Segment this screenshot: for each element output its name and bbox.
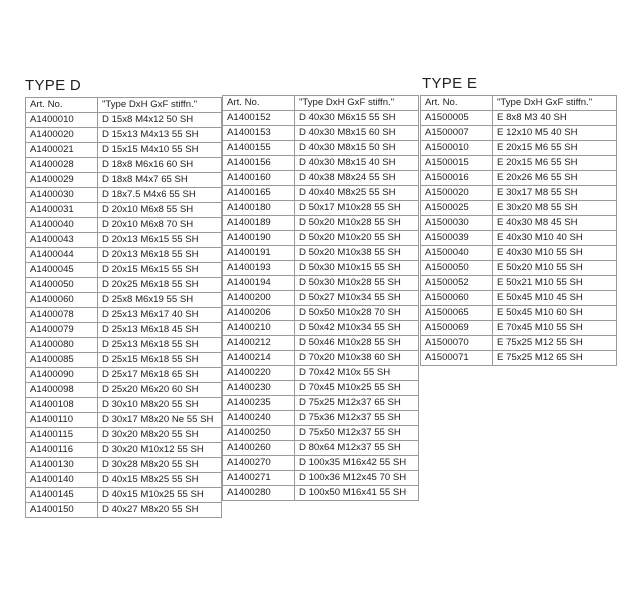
table-row <box>26 353 222 368</box>
type-spec-cell: D 25x17 M6x18 65 SH <box>98 368 222 383</box>
article-number-cell: A1400140 <box>26 473 98 488</box>
article-number-cell: A1400116 <box>26 443 98 458</box>
type-spec-cell: D 50x20 M10x20 55 SH <box>295 231 419 246</box>
table-row <box>26 113 222 128</box>
table-row <box>26 308 222 323</box>
article-number-cell: A1400090 <box>26 368 98 383</box>
type-spec-cell: D 20x15 M6x15 55 SH <box>98 263 222 278</box>
table-row <box>223 141 419 156</box>
column-header-type: "Type DxH GxF stiffn." <box>98 98 222 113</box>
article-number-cell: A1400152 <box>223 111 295 126</box>
article-number-cell: A1400280 <box>223 486 295 501</box>
article-number-cell: A1400060 <box>26 293 98 308</box>
article-number-cell: A1500025 <box>421 201 493 216</box>
article-number-cell: A1400108 <box>26 398 98 413</box>
table-row <box>223 351 419 366</box>
table-row <box>421 141 617 156</box>
article-number-cell: A1500005 <box>421 111 493 126</box>
type-spec-cell: D 30x20 M10x12 55 SH <box>98 443 222 458</box>
type-spec-cell: D 18x8 M6x16 60 SH <box>98 158 222 173</box>
type-spec-cell: D 20x10 M6x8 55 SH <box>98 203 222 218</box>
type-spec-cell: E 20x26 M6 55 SH <box>493 171 617 186</box>
article-number-cell: A1400193 <box>223 261 295 276</box>
table-row <box>26 488 222 503</box>
table-row <box>26 263 222 278</box>
type-spec-cell: D 50x42 M10x34 55 SH <box>295 321 419 336</box>
article-number-cell: A1400078 <box>26 308 98 323</box>
article-number-cell: A1400250 <box>223 426 295 441</box>
table-row <box>223 336 419 351</box>
table-row <box>223 201 419 216</box>
type-spec-cell: D 70x45 M10x25 55 SH <box>295 381 419 396</box>
table-row <box>223 366 419 381</box>
type-d-table-1 <box>25 97 222 518</box>
table-row <box>26 443 222 458</box>
table-row <box>421 276 617 291</box>
article-number-cell: A1500030 <box>421 216 493 231</box>
type-spec-cell: E 12x10 M5 40 SH <box>493 126 617 141</box>
type-spec-cell: D 100x35 M16x42 55 SH <box>295 456 419 471</box>
type-spec-cell: D 25x20 M6x20 60 SH <box>98 383 222 398</box>
table-row <box>26 203 222 218</box>
type-spec-cell: D 40x38 M8x24 55 SH <box>295 171 419 186</box>
table-row <box>26 428 222 443</box>
type-spec-cell: D 40x30 M6x15 55 SH <box>295 111 419 126</box>
type-spec-cell: E 40x30 M10 55 SH <box>493 246 617 261</box>
type-spec-cell: D 18x8 M4x7 65 SH <box>98 173 222 188</box>
table-row <box>223 126 419 141</box>
type-spec-cell: E 75x25 M12 55 SH <box>493 336 617 351</box>
table-row <box>223 171 419 186</box>
table-row <box>26 278 222 293</box>
article-number-cell: A1400028 <box>26 158 98 173</box>
type-spec-cell: D 50x50 M10x28 70 SH <box>295 306 419 321</box>
article-number-cell: A1400230 <box>223 381 295 396</box>
article-number-cell: A1400206 <box>223 306 295 321</box>
article-number-cell: A1400153 <box>223 126 295 141</box>
type-spec-cell: E 50x45 M10 60 SH <box>493 306 617 321</box>
type-spec-cell: D 100x36 M12x45 70 SH <box>295 471 419 486</box>
type-spec-cell: D 75x50 M12x37 55 SH <box>295 426 419 441</box>
type-spec-cell: D 40x30 M8x15 40 SH <box>295 156 419 171</box>
type-spec-cell: D 20x13 M6x18 55 SH <box>98 248 222 263</box>
table-row <box>223 471 419 486</box>
type-spec-cell: D 70x20 M10x38 60 SH <box>295 351 419 366</box>
type-spec-cell: D 50x30 M10x15 55 SH <box>295 261 419 276</box>
article-number-cell: A1500071 <box>421 351 493 366</box>
article-number-cell: A1400214 <box>223 351 295 366</box>
type-spec-cell: D 18x7.5 M4x6 55 SH <box>98 188 222 203</box>
table-row <box>26 218 222 233</box>
type-e-heading: TYPE E <box>422 75 478 92</box>
article-number-cell: A1400045 <box>26 263 98 278</box>
article-number-cell: A1400240 <box>223 411 295 426</box>
type-spec-cell: D 30x20 M8x20 55 SH <box>98 428 222 443</box>
article-number-cell: A1400210 <box>223 321 295 336</box>
table-row <box>421 336 617 351</box>
table-row <box>26 413 222 428</box>
type-d-heading: TYPE D <box>25 77 81 94</box>
article-number-cell: A1400189 <box>223 216 295 231</box>
table-row <box>26 248 222 263</box>
article-number-cell: A1400200 <box>223 291 295 306</box>
type-spec-cell: D 15x13 M4x13 55 SH <box>98 128 222 143</box>
type-spec-cell: D 40x30 M8x15 60 SH <box>295 126 419 141</box>
table-row <box>223 186 419 201</box>
type-spec-cell: E 20x15 M6 55 SH <box>493 156 617 171</box>
table-row <box>223 261 419 276</box>
type-spec-cell: D 40x27 M8x20 55 SH <box>98 503 222 518</box>
type-spec-cell: D 80x64 M12x37 55 SH <box>295 441 419 456</box>
table-row <box>421 186 617 201</box>
article-number-cell: A1500040 <box>421 246 493 261</box>
article-number-cell: A1400235 <box>223 396 295 411</box>
table-row <box>421 321 617 336</box>
table-row <box>26 143 222 158</box>
article-number-cell: A1500050 <box>421 261 493 276</box>
table-row <box>223 276 419 291</box>
type-spec-cell: E 40x30 M8 45 SH <box>493 216 617 231</box>
article-number-cell: A1500065 <box>421 306 493 321</box>
type-spec-cell: D 25x15 M6x18 55 SH <box>98 353 222 368</box>
type-spec-cell: D 25x13 M6x17 40 SH <box>98 308 222 323</box>
table-row <box>26 383 222 398</box>
table-row <box>421 111 617 126</box>
type-d-table-2 <box>222 95 419 501</box>
table-header-row <box>223 96 419 111</box>
article-number-cell: A1400115 <box>26 428 98 443</box>
article-number-cell: A1400180 <box>223 201 295 216</box>
article-number-cell: A1400043 <box>26 233 98 248</box>
table-row <box>26 473 222 488</box>
table-row <box>223 216 419 231</box>
article-number-cell: A1500060 <box>421 291 493 306</box>
type-spec-cell: D 70x42 M10x 55 SH <box>295 366 419 381</box>
column-header-art-no: Art. No. <box>26 98 98 113</box>
table-row <box>26 233 222 248</box>
type-spec-cell: D 25x13 M6x18 55 SH <box>98 338 222 353</box>
article-number-cell: A1400160 <box>223 171 295 186</box>
table-row <box>421 306 617 321</box>
type-spec-cell: D 75x25 M12x37 65 SH <box>295 396 419 411</box>
type-spec-cell: D 15x15 M4x10 55 SH <box>98 143 222 158</box>
type-spec-cell: D 50x17 M10x28 55 SH <box>295 201 419 216</box>
article-number-cell: A1500052 <box>421 276 493 291</box>
table-row <box>223 156 419 171</box>
table-row <box>421 216 617 231</box>
article-number-cell: A1400098 <box>26 383 98 398</box>
type-spec-cell: D 50x46 M10x28 55 SH <box>295 336 419 351</box>
article-number-cell: A1400050 <box>26 278 98 293</box>
article-number-cell: A1400220 <box>223 366 295 381</box>
type-spec-cell: D 75x36 M12x37 55 SH <box>295 411 419 426</box>
table-row <box>26 458 222 473</box>
table-row <box>223 411 419 426</box>
table-row <box>223 231 419 246</box>
column-header-art-no: Art. No. <box>421 96 493 111</box>
article-number-cell: A1400145 <box>26 488 98 503</box>
article-number-cell: A1500039 <box>421 231 493 246</box>
type-e-table <box>420 95 617 366</box>
table-row <box>26 398 222 413</box>
type-spec-cell: E 75x25 M12 65 SH <box>493 351 617 366</box>
article-number-cell: A1400031 <box>26 203 98 218</box>
table-row <box>421 171 617 186</box>
article-number-cell: A1400271 <box>223 471 295 486</box>
column-header-type: "Type DxH GxF stiffn." <box>493 96 617 111</box>
table-row <box>421 351 617 366</box>
table-row <box>26 173 222 188</box>
type-spec-cell: D 40x30 M8x15 50 SH <box>295 141 419 156</box>
table-row <box>421 126 617 141</box>
table-row <box>223 111 419 126</box>
article-number-cell: A1400191 <box>223 246 295 261</box>
table-row <box>421 231 617 246</box>
table-row <box>223 321 419 336</box>
type-spec-cell: D 20x13 M6x15 55 SH <box>98 233 222 248</box>
table-row <box>26 338 222 353</box>
article-number-cell: A1400079 <box>26 323 98 338</box>
table-row <box>223 381 419 396</box>
article-number-cell: A1400030 <box>26 188 98 203</box>
type-spec-cell: D 30x17 M8x20 Ne 55 SH <box>98 413 222 428</box>
article-number-cell: A1400040 <box>26 218 98 233</box>
type-spec-cell: D 50x20 M10x28 55 SH <box>295 216 419 231</box>
article-number-cell: A1500070 <box>421 336 493 351</box>
table-row <box>421 156 617 171</box>
type-spec-cell: D 40x15 M10x25 55 SH <box>98 488 222 503</box>
type-spec-cell: D 100x50 M16x41 55 SH <box>295 486 419 501</box>
article-number-cell: A1400260 <box>223 441 295 456</box>
type-spec-cell: E 50x21 M10 55 SH <box>493 276 617 291</box>
table-row <box>26 503 222 518</box>
table-row <box>223 306 419 321</box>
article-number-cell: A1400020 <box>26 128 98 143</box>
table-row <box>223 246 419 261</box>
article-number-cell: A1400085 <box>26 353 98 368</box>
article-number-cell: A1400190 <box>223 231 295 246</box>
column-header-type: "Type DxH GxF stiffn." <box>295 96 419 111</box>
table-row <box>26 368 222 383</box>
table-row <box>421 291 617 306</box>
article-number-cell: A1400165 <box>223 186 295 201</box>
table-row <box>223 486 419 501</box>
table-row <box>223 291 419 306</box>
type-spec-cell: E 30x17 M8 55 SH <box>493 186 617 201</box>
type-spec-cell: E 50x20 M10 55 SH <box>493 261 617 276</box>
article-number-cell: A1400155 <box>223 141 295 156</box>
table-row <box>421 246 617 261</box>
type-spec-cell: D 25x8 M6x19 55 SH <box>98 293 222 308</box>
type-spec-cell: E 8x8 M3 40 SH <box>493 111 617 126</box>
type-spec-cell: D 30x28 M8x20 55 SH <box>98 458 222 473</box>
article-number-cell: A1400212 <box>223 336 295 351</box>
article-number-cell: A1400010 <box>26 113 98 128</box>
type-spec-cell: D 50x30 M10x28 55 SH <box>295 276 419 291</box>
type-spec-cell: D 40x15 M8x25 55 SH <box>98 473 222 488</box>
article-number-cell: A1400021 <box>26 143 98 158</box>
article-number-cell: A1400044 <box>26 248 98 263</box>
type-spec-cell: E 20x15 M6 55 SH <box>493 141 617 156</box>
article-number-cell: A1400110 <box>26 413 98 428</box>
type-spec-cell: D 15x8 M4x12 50 SH <box>98 113 222 128</box>
article-number-cell: A1400130 <box>26 458 98 473</box>
table-row <box>26 188 222 203</box>
table-row <box>26 323 222 338</box>
table-row <box>223 396 419 411</box>
type-spec-cell: D 40x40 M8x25 55 SH <box>295 186 419 201</box>
type-spec-cell: D 50x27 M10x34 55 SH <box>295 291 419 306</box>
article-number-cell: A1500007 <box>421 126 493 141</box>
article-number-cell: A1400080 <box>26 338 98 353</box>
type-spec-cell: E 70x45 M10 55 SH <box>493 321 617 336</box>
article-number-cell: A1500069 <box>421 321 493 336</box>
table-row <box>421 261 617 276</box>
table-header-row <box>421 96 617 111</box>
table-row <box>26 128 222 143</box>
table-row <box>26 158 222 173</box>
table-row <box>421 201 617 216</box>
article-number-cell: A1400029 <box>26 173 98 188</box>
type-spec-cell: D 25x13 M6x18 45 SH <box>98 323 222 338</box>
article-number-cell: A1400156 <box>223 156 295 171</box>
type-spec-cell: D 20x25 M6x18 55 SH <box>98 278 222 293</box>
table-row <box>223 456 419 471</box>
article-number-cell: A1500016 <box>421 171 493 186</box>
article-number-cell: A1400150 <box>26 503 98 518</box>
article-number-cell: A1500020 <box>421 186 493 201</box>
article-number-cell: A1500015 <box>421 156 493 171</box>
article-number-cell: A1500010 <box>421 141 493 156</box>
table-row <box>26 293 222 308</box>
article-number-cell: A1400270 <box>223 456 295 471</box>
type-spec-cell: D 20x10 M6x8 70 SH <box>98 218 222 233</box>
type-spec-cell: E 40x30 M10 40 SH <box>493 231 617 246</box>
type-spec-cell: E 50x45 M10 45 SH <box>493 291 617 306</box>
article-number-cell: A1400194 <box>223 276 295 291</box>
table-header-row <box>26 98 222 113</box>
type-spec-cell: D 50x20 M10x38 55 SH <box>295 246 419 261</box>
type-spec-cell: D 30x10 M8x20 55 SH <box>98 398 222 413</box>
table-row <box>223 441 419 456</box>
table-row <box>223 426 419 441</box>
type-spec-cell: E 30x20 M8 55 SH <box>493 201 617 216</box>
column-header-art-no: Art. No. <box>223 96 295 111</box>
